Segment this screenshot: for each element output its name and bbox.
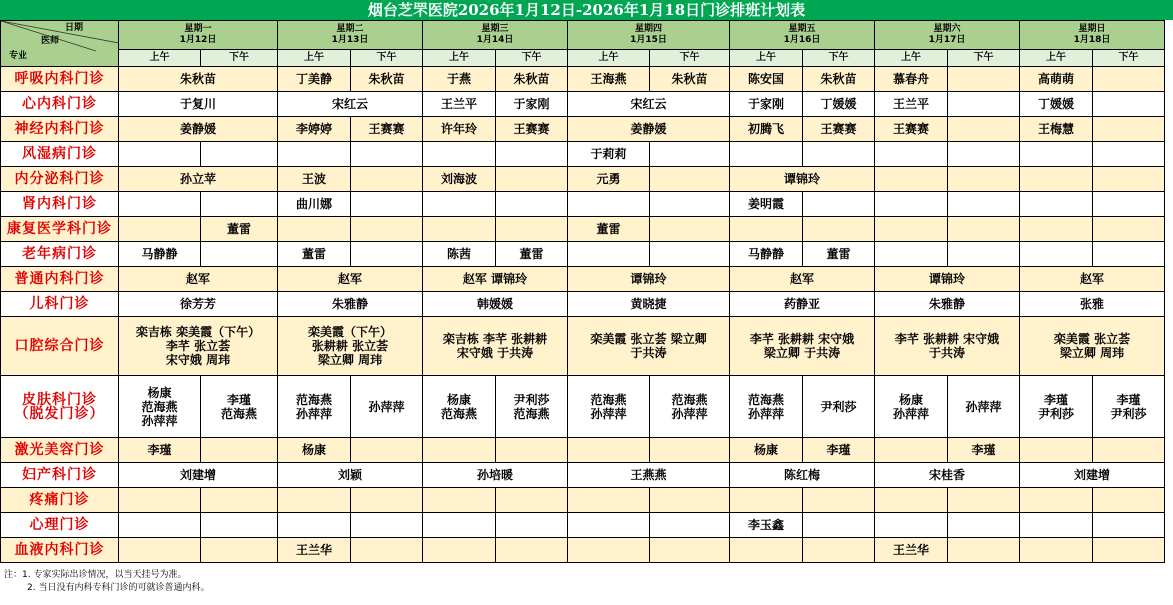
doctor-cell bbox=[948, 167, 1020, 192]
doctor-cell bbox=[650, 167, 730, 192]
doctor-cell bbox=[351, 242, 423, 267]
day-weekday: 星期六 bbox=[933, 24, 961, 34]
doctor-cell: 董雷 bbox=[278, 242, 351, 267]
doctor-cell bbox=[568, 438, 650, 463]
doctor-cell bbox=[351, 488, 423, 513]
doctor-cell bbox=[201, 513, 278, 538]
doctor-cell: 董雷 bbox=[496, 242, 568, 267]
doctor-cell: 范海燕 孙萍萍 bbox=[278, 376, 351, 438]
doctor-cell: 王兰平 bbox=[423, 92, 496, 117]
doctor-cell: 药静亚 bbox=[730, 292, 875, 317]
doctor-cell: 李瑾 bbox=[948, 438, 1020, 463]
doctor-cell bbox=[1093, 513, 1165, 538]
doctor-cell: 谭锦玲 bbox=[730, 167, 875, 192]
day-date: 1月14日 bbox=[476, 35, 514, 45]
doctor-cell bbox=[201, 242, 278, 267]
doctor-cell bbox=[423, 513, 496, 538]
doctor-cell: 范海燕 孙萍萍 bbox=[650, 376, 730, 438]
schedule-row bbox=[1, 376, 1165, 438]
footnotes bbox=[4, 569, 209, 595]
doctor-cell: 李芊 张耕耕 宋守娥 梁立卿 于共涛 bbox=[730, 317, 875, 376]
doctor-cell: 朱秋苗 bbox=[650, 67, 730, 92]
doctor-cell: 尹利莎 范海燕 bbox=[496, 376, 568, 438]
doctor-cell: 杨康 bbox=[278, 438, 351, 463]
doctor-cell bbox=[201, 538, 278, 563]
doctor-cell: 张雅 bbox=[1020, 292, 1165, 317]
day-weekday: 星期四 bbox=[634, 24, 662, 34]
doctor-cell bbox=[1020, 167, 1093, 192]
afternoon-header: 下午 bbox=[351, 50, 423, 67]
doctor-cell bbox=[875, 242, 948, 267]
doctor-cell: 姜静媛 bbox=[119, 117, 278, 142]
day-weekday: 星期三 bbox=[481, 24, 509, 34]
doctor-cell bbox=[496, 438, 568, 463]
department-name: 肾内科门诊 bbox=[1, 192, 119, 217]
doctor-cell: 丁美静 bbox=[278, 67, 351, 92]
doctor-cell bbox=[119, 217, 201, 242]
doctor-cell bbox=[351, 538, 423, 563]
doctor-cell bbox=[496, 217, 568, 242]
doctor-cell: 许年玲 bbox=[423, 117, 496, 142]
schedule-row bbox=[1, 488, 1165, 513]
morning-header: 上午 bbox=[278, 50, 351, 67]
doctor-cell: 初腾飞 bbox=[730, 117, 803, 142]
halfday-header-row bbox=[1, 50, 1165, 67]
doctor-cell: 栾美霞 张立荟 梁立卿 周玮 bbox=[1020, 317, 1165, 376]
doctor-cell bbox=[650, 217, 730, 242]
doctor-cell bbox=[496, 488, 568, 513]
doctor-cell: 马静静 bbox=[730, 242, 803, 267]
doctor-cell: 刘颖 bbox=[278, 463, 423, 488]
day-weekday: 星期五 bbox=[788, 24, 816, 34]
doctor-cell: 于燕 bbox=[423, 67, 496, 92]
doctor-cell bbox=[1020, 488, 1093, 513]
schedule-row bbox=[1, 67, 1165, 92]
doctor-cell: 李芊 张耕耕 宋守娥 于共涛 bbox=[875, 317, 1020, 376]
doctor-cell: 韩媛媛 bbox=[423, 292, 568, 317]
doctor-cell: 赵军 bbox=[1020, 267, 1165, 292]
doctor-cell bbox=[568, 513, 650, 538]
doctor-cell: 曲川娜 bbox=[278, 192, 351, 217]
doctor-cell: 王梅慧 bbox=[1020, 117, 1093, 142]
doctor-cell bbox=[351, 438, 423, 463]
doctor-cell: 于复川 bbox=[119, 92, 278, 117]
doctor-cell: 赵军 bbox=[730, 267, 875, 292]
schedule-row bbox=[1, 117, 1165, 142]
doctor-cell: 李瑾 尹利莎 bbox=[1093, 376, 1165, 438]
afternoon-header: 下午 bbox=[948, 50, 1020, 67]
doctor-cell bbox=[875, 142, 948, 167]
doctor-cell: 姜静媛 bbox=[568, 117, 730, 142]
doctor-cell: 朱秋苗 bbox=[351, 67, 423, 92]
day-date: 1月15日 bbox=[630, 35, 667, 45]
doctor-cell bbox=[1093, 242, 1165, 267]
department-name: 心理门诊 bbox=[1, 513, 119, 538]
doctor-cell bbox=[1093, 538, 1165, 563]
doctor-cell bbox=[948, 488, 1020, 513]
day-header bbox=[730, 21, 875, 50]
doctor-cell bbox=[948, 92, 1020, 117]
doctor-cell: 陈安国 bbox=[730, 67, 803, 92]
department-name: 风湿病门诊 bbox=[1, 142, 119, 167]
schedule-row bbox=[1, 167, 1165, 192]
schedule-row bbox=[1, 267, 1165, 292]
doctor-cell bbox=[875, 513, 948, 538]
day-date: 1月16日 bbox=[783, 35, 821, 45]
doctor-cell bbox=[119, 488, 201, 513]
doctor-cell bbox=[875, 217, 948, 242]
doctor-cell bbox=[1093, 142, 1165, 167]
doctor-cell: 王波 bbox=[278, 167, 351, 192]
doctor-cell bbox=[568, 488, 650, 513]
doctor-cell bbox=[496, 192, 568, 217]
doctor-cell bbox=[423, 488, 496, 513]
doctor-cell: 陈红梅 bbox=[730, 463, 875, 488]
corner-header bbox=[1, 21, 119, 67]
department-name: 激光美容门诊 bbox=[1, 438, 119, 463]
department-name: 康复医学科门诊 bbox=[1, 217, 119, 242]
schedule-row bbox=[1, 538, 1165, 563]
department-name: 普通内科门诊 bbox=[1, 267, 119, 292]
doctor-cell: 宋桂香 bbox=[875, 463, 1020, 488]
doctor-cell bbox=[650, 142, 730, 167]
schedule-row bbox=[1, 513, 1165, 538]
doctor-cell: 元勇 bbox=[568, 167, 650, 192]
doctor-cell: 栾吉栋 李芊 张耕耕 宋守娥 于共涛 bbox=[423, 317, 568, 376]
day-weekday: 星期日 bbox=[1078, 24, 1106, 34]
day-weekday: 星期一 bbox=[184, 24, 212, 34]
doctor-cell: 王赛赛 bbox=[351, 117, 423, 142]
doctor-cell bbox=[1020, 538, 1093, 563]
doctor-cell bbox=[948, 242, 1020, 267]
doctor-cell: 王兰华 bbox=[875, 538, 948, 563]
doctor-cell: 谭锦玲 bbox=[875, 267, 1020, 292]
doctor-cell bbox=[351, 142, 423, 167]
doctor-cell bbox=[948, 538, 1020, 563]
doctor-cell: 董雷 bbox=[201, 217, 278, 242]
doctor-cell bbox=[1093, 92, 1165, 117]
day-header bbox=[1020, 21, 1165, 50]
doctor-cell bbox=[119, 538, 201, 563]
day-date: 1月17日 bbox=[928, 35, 966, 45]
doctor-cell: 谭锦玲 bbox=[568, 267, 730, 292]
doctor-cell: 于莉莉 bbox=[568, 142, 650, 167]
department-name: 妇产科门诊 bbox=[1, 463, 119, 488]
day-header bbox=[423, 21, 568, 50]
doctor-cell: 朱雅静 bbox=[278, 292, 423, 317]
doctor-cell bbox=[496, 167, 568, 192]
doctor-cell: 宋红云 bbox=[568, 92, 730, 117]
doctor-cell bbox=[730, 538, 803, 563]
doctor-cell: 李玉鑫 bbox=[730, 513, 803, 538]
doctor-cell: 王赛赛 bbox=[496, 117, 568, 142]
doctor-cell bbox=[278, 142, 351, 167]
doctor-cell: 姜明霞 bbox=[730, 192, 803, 217]
department-name: 血液内科门诊 bbox=[1, 538, 119, 563]
doctor-cell bbox=[948, 513, 1020, 538]
doctor-cell: 马静静 bbox=[119, 242, 201, 267]
morning-header: 上午 bbox=[1020, 50, 1093, 67]
doctor-cell bbox=[650, 488, 730, 513]
department-name: 心内科门诊 bbox=[1, 92, 119, 117]
doctor-cell: 杨康 孙萍萍 bbox=[875, 376, 948, 438]
doctor-cell bbox=[119, 142, 201, 167]
doctor-cell: 朱秋苗 bbox=[803, 67, 875, 92]
doctor-cell: 李婷婷 bbox=[278, 117, 351, 142]
footnote-2: 2. 当日没有内科专科门诊的可就诊普通内科。 bbox=[27, 583, 210, 593]
doctor-cell: 刘建增 bbox=[119, 463, 278, 488]
doctor-cell bbox=[278, 217, 351, 242]
schedule-row bbox=[1, 438, 1165, 463]
doctor-cell bbox=[803, 217, 875, 242]
doctor-cell bbox=[201, 438, 278, 463]
afternoon-header: 下午 bbox=[803, 50, 875, 67]
doctor-cell bbox=[948, 67, 1020, 92]
doctor-cell bbox=[803, 538, 875, 563]
doctor-cell: 李瑾 范海燕 bbox=[201, 376, 278, 438]
doctor-cell bbox=[423, 192, 496, 217]
doctor-cell: 李瑾 尹利莎 bbox=[1020, 376, 1093, 438]
corner-label-specialty: 专业 bbox=[9, 51, 28, 61]
afternoon-header: 下午 bbox=[1093, 50, 1165, 67]
doctor-cell bbox=[1020, 513, 1093, 538]
doctor-cell: 陈茜 bbox=[423, 242, 496, 267]
doctor-cell bbox=[496, 538, 568, 563]
schedule-row bbox=[1, 142, 1165, 167]
doctor-cell bbox=[730, 142, 803, 167]
doctor-cell: 杨康 bbox=[730, 438, 803, 463]
doctor-cell: 朱雅静 bbox=[875, 292, 1020, 317]
doctor-cell bbox=[875, 488, 948, 513]
corner-label-date: 日期 bbox=[65, 23, 84, 33]
doctor-cell: 高萌萌 bbox=[1020, 67, 1093, 92]
department-name: 皮肤科门诊 （脱发门诊） bbox=[1, 376, 119, 438]
department-name: 疼痛门诊 bbox=[1, 488, 119, 513]
doctor-cell bbox=[568, 538, 650, 563]
doctor-cell bbox=[423, 438, 496, 463]
doctor-cell: 孙立苹 bbox=[119, 167, 278, 192]
doctor-cell bbox=[650, 538, 730, 563]
corner-label-doctor: 医师 bbox=[41, 36, 60, 46]
day-date: 1月13日 bbox=[331, 35, 369, 45]
schedule-row bbox=[1, 463, 1165, 488]
doctor-cell bbox=[119, 192, 201, 217]
morning-header: 上午 bbox=[568, 50, 650, 67]
doctor-cell bbox=[1020, 217, 1093, 242]
doctor-cell bbox=[201, 192, 278, 217]
department-name: 老年病门诊 bbox=[1, 242, 119, 267]
doctor-cell bbox=[875, 167, 948, 192]
doctor-cell: 栾美霞 张立荟 梁立卿 于共涛 bbox=[568, 317, 730, 376]
doctor-cell: 黄晓捷 bbox=[568, 292, 730, 317]
footnote-1: 注：1. 专家实际出诊情况，以当天挂号为准。 bbox=[4, 570, 187, 580]
doctor-cell: 李瑾 bbox=[119, 438, 201, 463]
doctor-cell: 朱秋苗 bbox=[119, 67, 278, 92]
doctor-cell bbox=[875, 192, 948, 217]
doctor-cell bbox=[278, 488, 351, 513]
doctor-cell bbox=[351, 513, 423, 538]
doctor-cell: 王海燕 bbox=[568, 67, 650, 92]
doctor-cell: 王兰华 bbox=[278, 538, 351, 563]
doctor-cell: 于家刚 bbox=[730, 92, 803, 117]
doctor-cell bbox=[351, 192, 423, 217]
doctor-cell bbox=[1093, 67, 1165, 92]
doctor-cell: 王赛赛 bbox=[803, 117, 875, 142]
doctor-cell bbox=[496, 513, 568, 538]
doctor-cell: 赵军 谭锦玲 bbox=[423, 267, 568, 292]
doctor-cell bbox=[568, 242, 650, 267]
doctor-cell: 李瑾 bbox=[803, 438, 875, 463]
doctor-cell bbox=[1093, 438, 1165, 463]
doctor-cell bbox=[650, 438, 730, 463]
doctor-cell: 董雷 bbox=[803, 242, 875, 267]
schedule-table bbox=[0, 20, 1165, 563]
doctor-cell: 孙萍萍 bbox=[948, 376, 1020, 438]
doctor-cell bbox=[650, 513, 730, 538]
department-name: 神经内科门诊 bbox=[1, 117, 119, 142]
doctor-cell bbox=[496, 142, 568, 167]
day-weekday: 星期二 bbox=[336, 24, 364, 34]
day-header bbox=[568, 21, 730, 50]
day-header-row bbox=[1, 21, 1165, 50]
doctor-cell bbox=[1020, 192, 1093, 217]
doctor-cell: 董雷 bbox=[568, 217, 650, 242]
doctor-cell bbox=[119, 513, 201, 538]
doctor-cell bbox=[423, 217, 496, 242]
afternoon-header: 下午 bbox=[496, 50, 568, 67]
morning-header: 上午 bbox=[423, 50, 496, 67]
doctor-cell bbox=[1093, 488, 1165, 513]
doctor-cell bbox=[948, 192, 1020, 217]
day-header bbox=[119, 21, 278, 50]
doctor-cell bbox=[201, 488, 278, 513]
doctor-cell bbox=[1093, 192, 1165, 217]
doctor-cell: 丁媛媛 bbox=[1020, 92, 1093, 117]
doctor-cell bbox=[351, 217, 423, 242]
doctor-cell: 范海燕 孙萍萍 bbox=[730, 376, 803, 438]
day-date: 1月12日 bbox=[179, 35, 217, 45]
doctor-cell bbox=[803, 488, 875, 513]
doctor-cell: 慕春舟 bbox=[875, 67, 948, 92]
doctor-cell: 刘海波 bbox=[423, 167, 496, 192]
doctor-cell: 赵军 bbox=[119, 267, 278, 292]
doctor-cell: 杨康 范海燕 孙萍萍 bbox=[119, 376, 201, 438]
schedule-row bbox=[1, 92, 1165, 117]
morning-header: 上午 bbox=[875, 50, 948, 67]
doctor-cell bbox=[730, 488, 803, 513]
doctor-cell: 于家刚 bbox=[496, 92, 568, 117]
department-name: 呼吸内科门诊 bbox=[1, 67, 119, 92]
doctor-cell: 王兰平 bbox=[875, 92, 948, 117]
doctor-cell bbox=[875, 438, 948, 463]
doctor-cell bbox=[568, 192, 650, 217]
day-header bbox=[875, 21, 1020, 50]
schedule-row bbox=[1, 317, 1165, 376]
doctor-cell bbox=[1020, 142, 1093, 167]
afternoon-header: 下午 bbox=[201, 50, 278, 67]
doctor-cell: 尹利莎 bbox=[803, 376, 875, 438]
doctor-cell bbox=[650, 192, 730, 217]
department-name: 内分泌科门诊 bbox=[1, 167, 119, 192]
doctor-cell bbox=[948, 142, 1020, 167]
doctor-cell: 杨康 范海燕 bbox=[423, 376, 496, 438]
doctor-cell bbox=[1020, 242, 1093, 267]
doctor-cell bbox=[948, 117, 1020, 142]
doctor-cell bbox=[803, 513, 875, 538]
doctor-cell bbox=[803, 142, 875, 167]
doctor-cell bbox=[201, 142, 278, 167]
doctor-cell: 王燕燕 bbox=[568, 463, 730, 488]
doctor-cell: 赵军 bbox=[278, 267, 423, 292]
doctor-cell bbox=[1093, 117, 1165, 142]
sheet-title: 烟台芝罘医院2026年1月12日-2026年1月18日门诊排班计划表 bbox=[0, 0, 1173, 20]
doctor-cell: 徐芳芳 bbox=[119, 292, 278, 317]
doctor-cell bbox=[423, 142, 496, 167]
doctor-cell: 朱秋苗 bbox=[496, 67, 568, 92]
doctor-cell: 孙培暖 bbox=[423, 463, 568, 488]
doctor-cell bbox=[650, 242, 730, 267]
doctor-cell bbox=[1020, 438, 1093, 463]
doctor-cell bbox=[1093, 167, 1165, 192]
morning-header: 上午 bbox=[119, 50, 201, 67]
doctor-cell: 栾美霞（下午） 张耕耕 张立荟 梁立卿 周玮 bbox=[278, 317, 423, 376]
doctor-cell bbox=[351, 167, 423, 192]
doctor-cell bbox=[730, 217, 803, 242]
day-date: 1月18日 bbox=[1073, 35, 1111, 45]
doctor-cell: 宋红云 bbox=[278, 92, 423, 117]
doctor-cell bbox=[1093, 217, 1165, 242]
doctor-cell bbox=[948, 217, 1020, 242]
schedule-row bbox=[1, 242, 1165, 267]
doctor-cell bbox=[803, 192, 875, 217]
doctor-cell: 范海燕 孙萍萍 bbox=[568, 376, 650, 438]
morning-header: 上午 bbox=[730, 50, 803, 67]
day-header bbox=[278, 21, 423, 50]
doctor-cell: 刘建增 bbox=[1020, 463, 1165, 488]
department-name: 口腔综合门诊 bbox=[1, 317, 119, 376]
doctor-cell bbox=[278, 513, 351, 538]
doctor-cell: 孙萍萍 bbox=[351, 376, 423, 438]
department-name: 儿科门诊 bbox=[1, 292, 119, 317]
schedule-row bbox=[1, 217, 1165, 242]
afternoon-header: 下午 bbox=[650, 50, 730, 67]
doctor-cell: 栾吉栋 栾美霞（下午） 李芊 张立荟 宋守娥 周玮 bbox=[119, 317, 278, 376]
doctor-cell bbox=[423, 538, 496, 563]
doctor-cell: 王赛赛 bbox=[875, 117, 948, 142]
schedule-row bbox=[1, 292, 1165, 317]
doctor-cell: 丁媛媛 bbox=[803, 92, 875, 117]
schedule-row bbox=[1, 192, 1165, 217]
